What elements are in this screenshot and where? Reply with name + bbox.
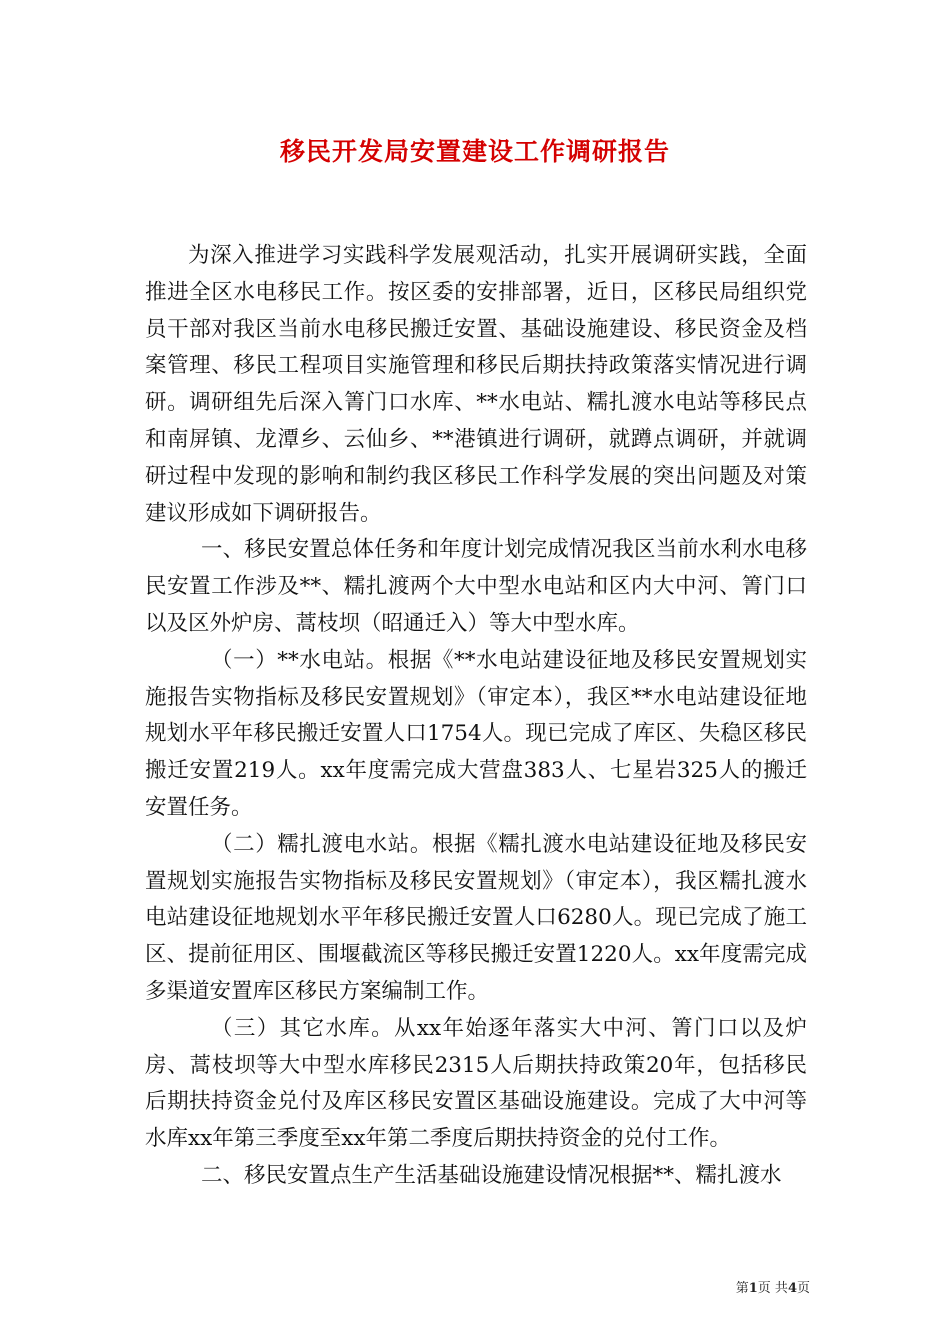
paragraph-section-2: 二、移民安置点生产生活基础设施建设情况根据**、糯扎渡水 [201,1162,782,1188]
paragraph-subsection-3: （三）其它水库。从xx年始逐年落实大中河、箐门口以及炉房、蒿枝坝等大中型水库移民2315人后期扶持政策20年，包括移民后期扶持资金兑付及库区移民安置区基础设施建设。完成了大中河等水库xx年第三季度至xx年第二季度后期扶持资金的兑付工作。 [145,1015,807,1152]
paragraph-subsection-2: （二）糯扎渡电水站。根据《糯扎渡水电站建设征地及移民安置规划实施报告实物指标及移民安置规划》（审定本），我区糯扎渡水电站建设征地规划水平年移民搬迁安置人口6280人。现已完成了施工区、提前征用区、围堰截流区等移民搬迁安置1220人。xx年度需完成多渠道安置库区移民方案编制工作。 [145,831,807,1004]
paragraph-intro: 为深入推进学习实践科学发展观活动，扎实开展调研实践，全面推进全区水电移民工作。按区委的安排部署，近日，区移民局组织党员干部对我区当前水电移民搬迁安置、基础设施建设、移民资金及档案管理、移民工程项目实施管理和移民后期扶持政策落实情况进行调研。调研组先后深入箐门口水库、**水电站、糯扎渡水电站等移民点和南屏镇、龙潭乡、云仙乡、**港镇进行调研，就蹲点调研，并就调研过程中发现的影响和制约我区移民工作科学发展的突出问题及对策建议形成如下调研报告。 [145,243,807,526]
page-footer [680,1277,810,1296]
footer-suffix: 页 [796,1281,810,1296]
footer-page-number: 1 [748,1281,758,1296]
footer-total-pages: 4 [787,1281,797,1296]
document-title: 移民开发局安置建设工作调研报告 [279,137,670,166]
document-body [145,238,807,1195]
paragraph-subsection-1: （一）**水电站。根据《**水电站建设征地及移民安置规划实施报告实物指标及移民安置规划》（审定本），我区**水电站建设征地规划水平年移民搬迁安置人口1754人。现已完成了库区、失稳区移民搬迁安置219人。xx年度需完成大营盘383人、七星岩325人的搬迁安置任务。 [145,647,807,820]
paragraph-section-1: 一、移民安置总体任务和年度计划完成情况我区当前水利水电移民安置工作涉及**、糯扎渡两个大中型水电站和区内大中河、箐门口以及区外炉房、蒿枝坝（昭通迁入）等大中型水库。 [145,537,807,636]
footer-mid: 页 共 [757,1281,788,1296]
footer-prefix: 第 [735,1281,749,1296]
